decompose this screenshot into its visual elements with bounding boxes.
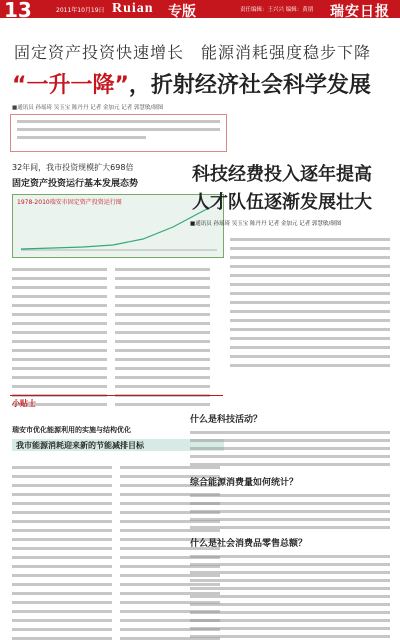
- left-col-1-text: [12, 262, 107, 406]
- headline-highlight: “一升一降”: [12, 73, 129, 98]
- sidebar-a2: [190, 489, 390, 529]
- region-label: Ruian: [112, 1, 154, 16]
- sidebar-a3: [190, 550, 390, 638]
- sidebar-label: 小贴士: [12, 399, 36, 408]
- left-bottom-col-1: [12, 460, 112, 640]
- right-title-2: 人才队伍逐渐发展壮大: [192, 192, 372, 213]
- left-section2-head: 我市能源消耗迎来新的节能减排目标: [16, 441, 144, 450]
- sidebar-box: [10, 395, 223, 408]
- left-kicker: 32年间，我市投资规模扩大698倍: [12, 163, 134, 172]
- left-subhead: 固定资产投资运行基本发展态势: [12, 179, 139, 189]
- editor-line: 责任编辑：王兴兴 编辑：黄朋: [240, 7, 314, 13]
- page-number: 13: [4, 0, 32, 22]
- main-headline: [12, 68, 371, 99]
- byline: ■通讯员 孙瑶琦 吴玉宝 陈丹丹 记者 金加元 记者 郭慧敏/制图: [12, 105, 164, 111]
- intro-box: [10, 114, 227, 152]
- right-title-1: 科技经费投入逐年提高: [192, 164, 372, 185]
- sidebar-a1: [190, 426, 390, 466]
- chart-title: 1978-2010瑞安市固定资产投资运行图: [17, 199, 122, 206]
- left-section2-kicker: 瑞安市优化能源利用的实施与结构优化: [12, 426, 131, 434]
- sidebar-q2: 综合能源消费量如何统计？: [190, 478, 299, 488]
- issue-date: 2011年10月19日: [56, 7, 105, 14]
- right-text-top: [230, 232, 390, 367]
- newspaper-logo: 瑞安日报: [330, 4, 390, 20]
- headline-rest: ，折射经济社会科学发展: [128, 73, 371, 98]
- special-label: 专版: [168, 4, 196, 20]
- deck-headline: 固定资产投资快速增长 能源消耗强度稳步下降: [14, 43, 372, 62]
- sidebar-q3: 什么是社会消费品零售总额？: [190, 539, 308, 549]
- masthead-bar: [0, 0, 400, 22]
- left-col-2-text: [115, 262, 210, 406]
- sidebar-q1: 什么是科技活动？: [190, 415, 263, 425]
- right-byline: ■通讯员 孙瑶琦 吴玉宝 陈丹丹 记者 金加元 记者 郭慧敏/制图: [190, 221, 342, 227]
